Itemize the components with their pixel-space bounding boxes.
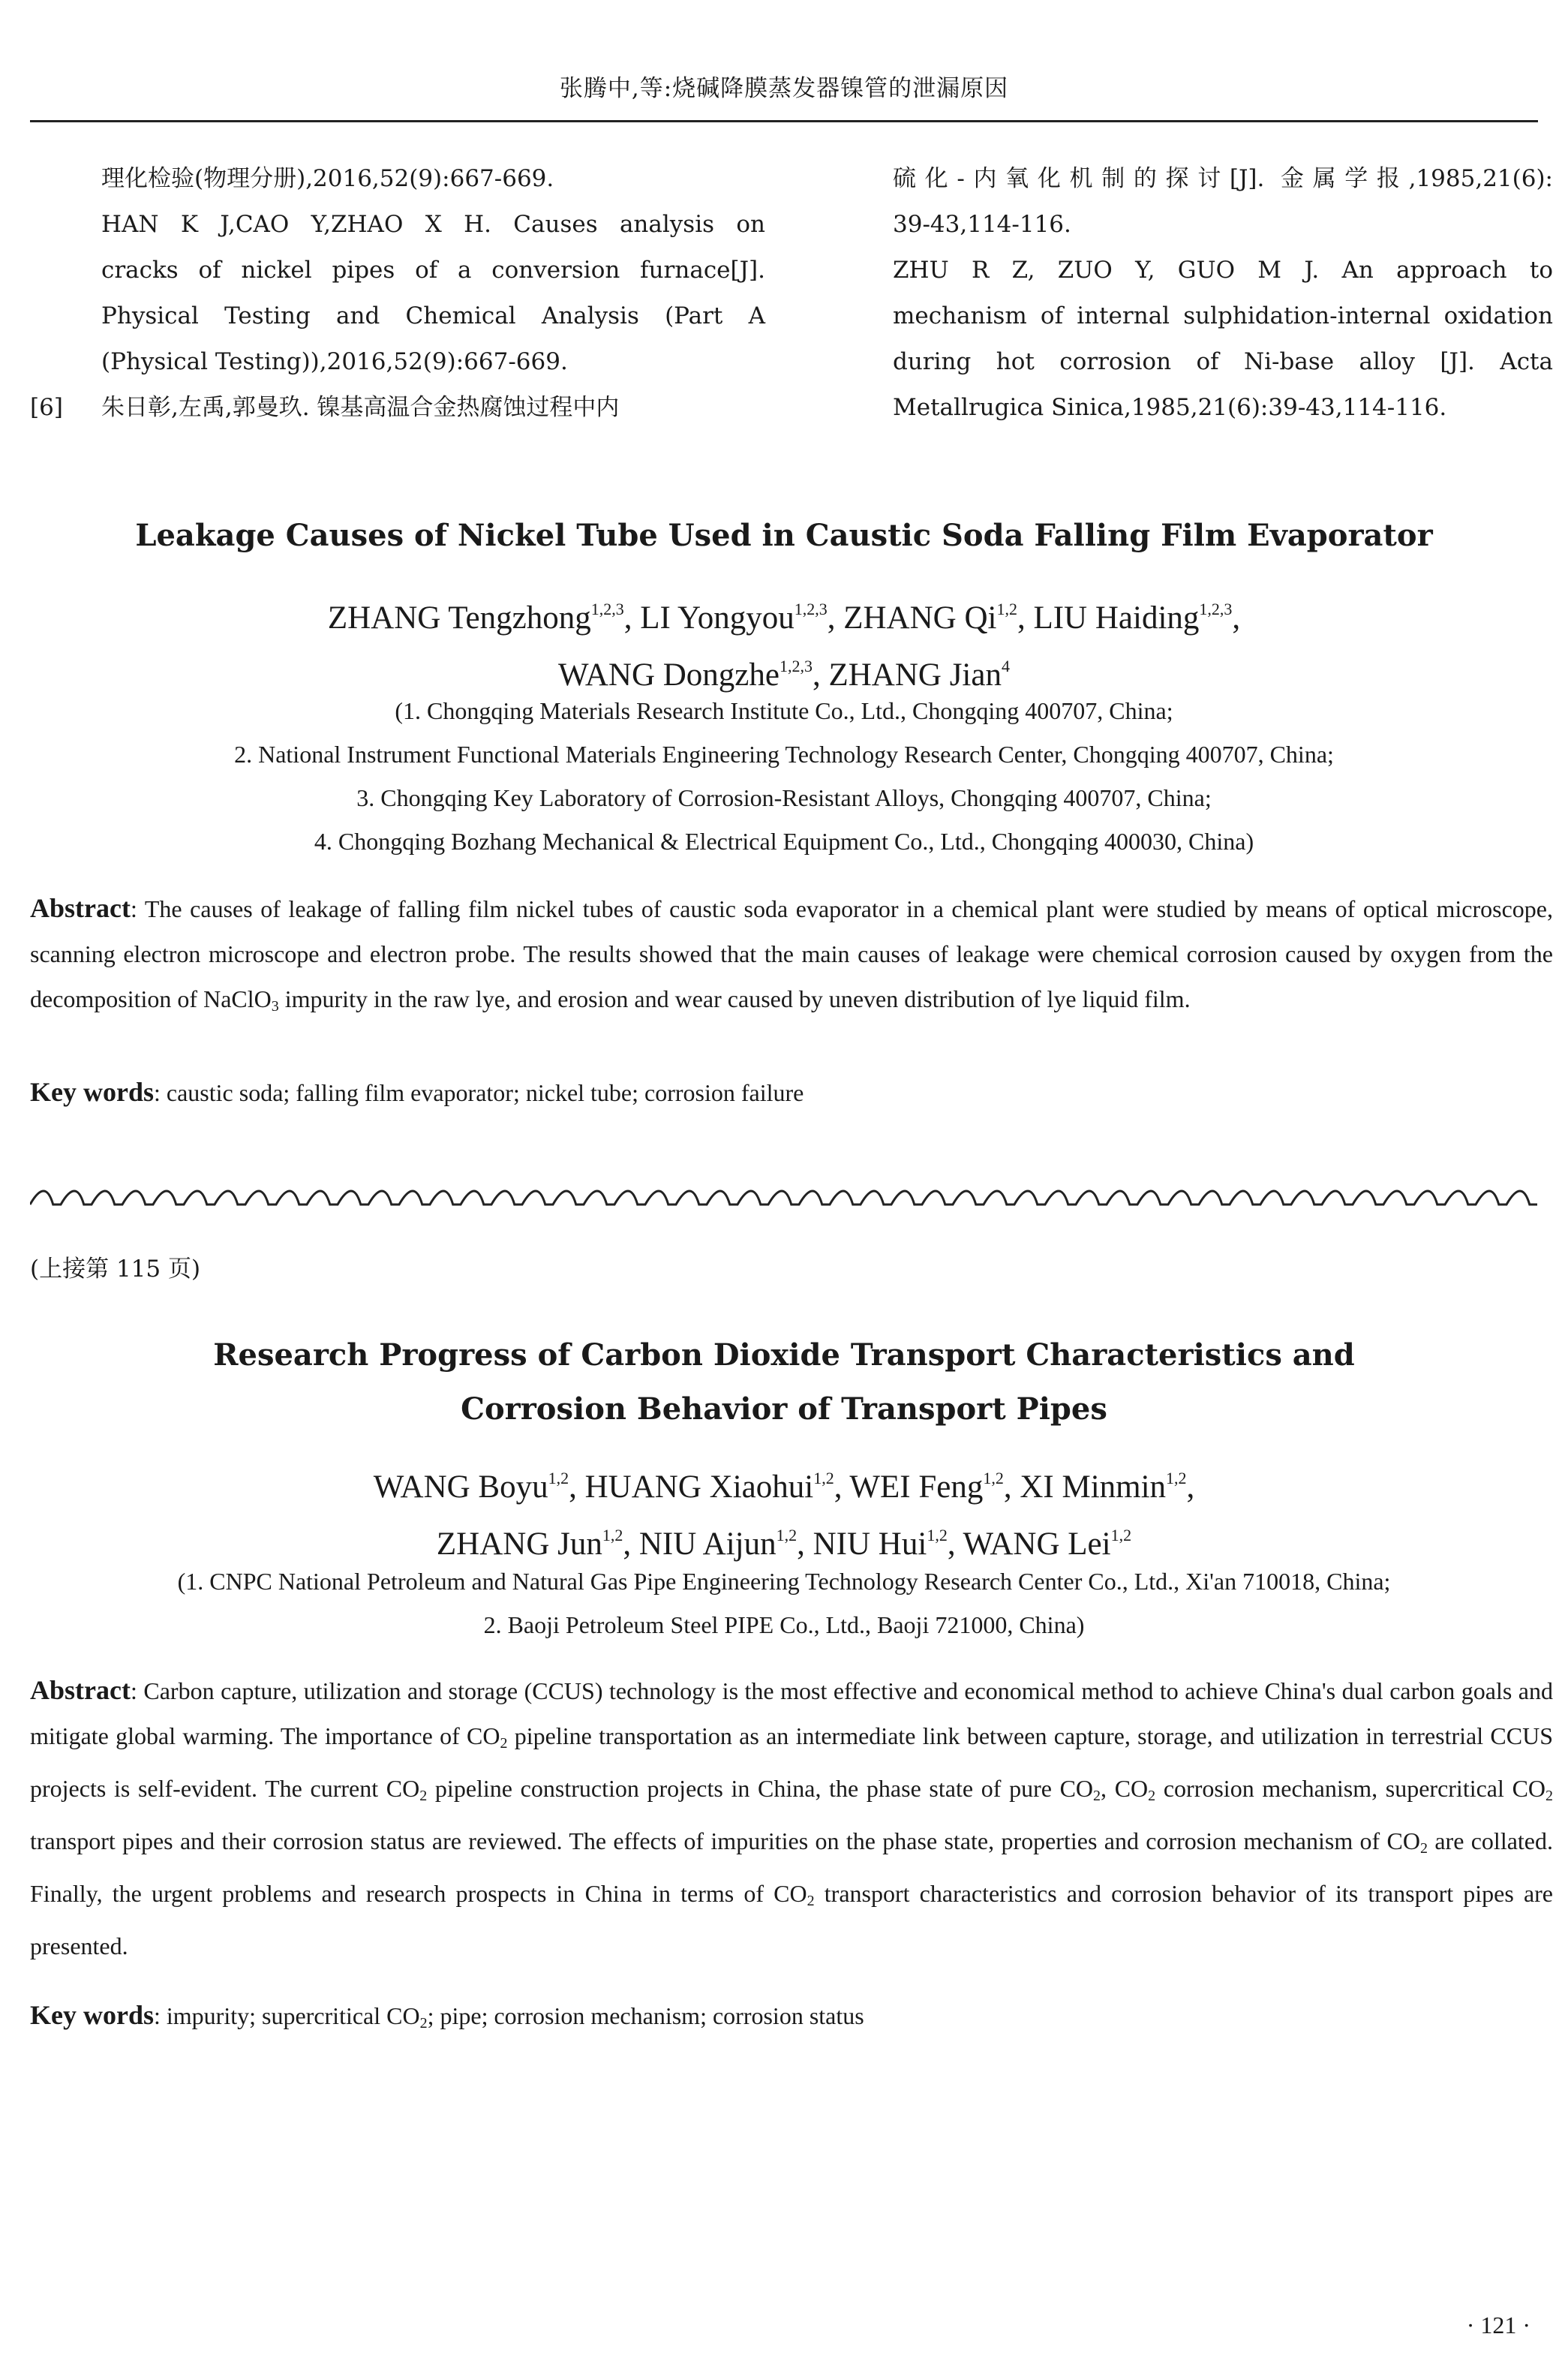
reference-line: mechanism of internal sulphidation-internal oxidation xyxy=(893,302,1553,329)
continued-from-note: (上接第 115 页) xyxy=(30,1256,201,1283)
reference-line: 39-43,114-116. xyxy=(893,211,1071,238)
author-affiliation-marker: 1,2 xyxy=(996,600,1017,618)
keywords-text: ; pipe; corrosion mechanism; corrosion status xyxy=(427,2002,864,2029)
abstract-text-segment: pipeline transportation as an intermediate link between capture, storage, and utilization in terrestrial CCUS projects is self-evident. The current CO xyxy=(30,1722,1554,1802)
reference-line: Physical Testing and Chemical Analysis (Part A xyxy=(101,302,765,329)
reference-number: [6] xyxy=(30,394,63,421)
keywords-text: : impurity; supercritical CO xyxy=(154,2002,420,2029)
author-affiliation-marker: 1,2 xyxy=(776,1526,798,1544)
author-name: XI Minmin xyxy=(1020,1469,1167,1505)
author-name: HUANG Xiaohui xyxy=(584,1469,814,1505)
abstract-text-segment: transport characteristics and corrosion behavior of its transport pipes are presented. xyxy=(30,1880,1554,1959)
subscript: 2 xyxy=(1148,1788,1156,1804)
reference-line: 理化检验(物理分册),2016,52(9):667-669. xyxy=(101,165,554,192)
reference-line: HAN K J,CAO Y,ZHAO X H. Causes analysis on xyxy=(101,211,765,238)
abstract-text-segment: are collated. Finally, the urgent problems and research prospects in China in terms of CO xyxy=(30,1827,1554,1907)
author-name: WANG Lei xyxy=(963,1526,1111,1562)
abstract-text-segment: corrosion mechanism, supercritical CO xyxy=(1155,1775,1546,1802)
article2-authors-line1 xyxy=(30,1454,1538,1511)
article2-keywords xyxy=(30,1993,1553,2046)
reference-line: (Physical Testing)),2016,52(9):667-669. xyxy=(101,348,568,375)
keywords-text: : caustic soda; falling film evaporator; nickel tube; corrosion failure xyxy=(154,1079,804,1106)
reference-line: during hot corrosion of Ni-base alloy [J]. Acta xyxy=(893,348,1553,375)
author-separator: , xyxy=(812,657,829,693)
reference-6 xyxy=(30,385,765,431)
author-affiliation-marker: 1,2,3 xyxy=(794,600,828,618)
keywords-label: Key words xyxy=(30,1077,154,1107)
running-header: 张腾中,等:烧碱降膜蒸发器镍管的泄漏原因 xyxy=(559,75,1009,102)
author-affiliation-marker: 1,2 xyxy=(548,1469,569,1487)
affiliation-line: 3. Chongqing Key Laboratory of Corrosion-Resistant Alloys, Chongqing 400707, China; xyxy=(356,784,1212,811)
author-affiliation-marker: 1,2,3 xyxy=(1199,600,1233,618)
author-separator: , xyxy=(827,600,844,636)
reference-line: cracks of nickel pipes of a conversion furnace[J]. xyxy=(101,257,765,284)
author-separator: , xyxy=(1232,600,1241,636)
abstract-text-segment: : Carbon capture, utilization and storage (CCUS) technology is the most effective and economical method to achieve China's dual carbon goals and mitigate global warming. The importance of CO xyxy=(30,1677,1553,1749)
abstract-text: : The causes of leakage of falling film nickel tubes of caustic soda evaporator in a chemical plant were studied by means of optical microscope, scanning electron microscope and electron probe. The results showed that the main causes of leakage were chemical corrosion caused by oxygen from the decomposition of NaClO xyxy=(30,895,1553,1012)
author-affiliation-marker: 1,2 xyxy=(927,1526,948,1544)
reference-line: 硫化-内氧化机制的探讨[J]. 金属学报,1985,21(6): xyxy=(893,165,1553,192)
subscript: 2 xyxy=(1093,1788,1101,1804)
reference-line: 朱日彰,左禹,郭曼玖. 镍基高温合金热腐蚀过程中内 xyxy=(101,394,620,421)
article2-abstract xyxy=(30,1668,1553,1968)
author-separator: , xyxy=(797,1526,813,1562)
article2-title-line: Corrosion Behavior of Transport Pipes xyxy=(461,1391,1107,1427)
article2-authors xyxy=(30,1454,1538,1568)
affiliation-line: 4. Chongqing Bozhang Mechanical & Electrical Equipment Co., Ltd., Chongqing 400030, China) xyxy=(314,828,1254,855)
author-name: WANG Dongzhe xyxy=(558,657,779,693)
reference-line: ZHU R Z, ZUO Y, GUO M J. An approach to xyxy=(893,257,1553,284)
article1-authors xyxy=(30,585,1538,699)
article1-keywords xyxy=(30,1069,1553,1115)
author-separator: , xyxy=(834,1469,850,1505)
author-affiliation-marker: 1,2 xyxy=(1166,1469,1187,1487)
author-name: WEI Feng xyxy=(849,1469,984,1505)
abstract-text-segment: , CO xyxy=(1101,1775,1149,1802)
page-number: · 121 · xyxy=(1466,2311,1530,2338)
affiliation-line: (1. Chongqing Materials Research Institute Co., Ltd., Chongqing 400707, China; xyxy=(395,697,1173,724)
abstract-text-segment: transport pipes and their corrosion status are reviewed. The effects of impurities on the phase state, properties and corrosion mechanism of CO xyxy=(30,1827,1420,1854)
abstract-text-segment: pipeline construction projects in China, the phase state of pure CO xyxy=(427,1775,1094,1802)
references-right-column xyxy=(893,156,1553,431)
subscript: 2 xyxy=(1545,1788,1554,1804)
references-left-column xyxy=(30,156,765,431)
article1-affiliations xyxy=(30,689,1538,863)
article2-affiliations xyxy=(30,1559,1538,1647)
author-affiliation-marker: 1,2 xyxy=(813,1469,834,1487)
affiliation-line: 2. National Instrument Functional Materials Engineering Technology Research Center, Chongqing 400707, China; xyxy=(234,741,1334,768)
abstract-text: impurity in the raw lye, and erosion and wear caused by uneven distribution of lye liquid film. xyxy=(278,985,1191,1012)
author-name: ZHANG Tengzhong xyxy=(327,600,591,636)
affiliation-line: (1. CNPC National Petroleum and Natural Gas Pipe Engineering Technology Research Center Co., Ltd., Xi'an 710018, China; xyxy=(177,1568,1391,1595)
subscript: 2 xyxy=(419,1788,428,1804)
wavy-separator xyxy=(30,1182,1538,1212)
author-affiliation-marker: 1,2 xyxy=(602,1526,623,1544)
author-separator: , xyxy=(1003,1469,1020,1505)
author-separator: , xyxy=(569,1469,585,1505)
abstract-label: Abstract xyxy=(30,893,131,923)
subscript: 2 xyxy=(500,1735,508,1752)
author-name: LI Yongyou xyxy=(640,600,795,636)
author-affiliation-marker: 1,2 xyxy=(1110,1526,1132,1544)
keywords-label: Key words xyxy=(30,2000,154,2030)
article2-title-line: Research Progress of Carbon Dioxide Transport Characteristics and xyxy=(213,1337,1355,1373)
subscript: 3 xyxy=(271,998,279,1015)
subscript: 2 xyxy=(807,1893,815,1909)
author-affiliation-marker: 1,2,3 xyxy=(779,657,813,675)
article1-title: Leakage Causes of Nickel Tube Used in Caustic Soda Falling Film Evaporator xyxy=(135,518,1433,553)
author-separator: , xyxy=(623,1526,639,1562)
abstract-text xyxy=(30,1677,1553,1959)
article1-authors-line1 xyxy=(30,585,1538,642)
author-affiliation-marker: 1,2,3 xyxy=(590,600,624,618)
author-separator: , xyxy=(623,600,641,636)
author-name: NIU Aijun xyxy=(638,1526,776,1562)
author-affiliation-marker: 4 xyxy=(1001,657,1010,675)
author-separator: , xyxy=(947,1526,963,1562)
abstract-label: Abstract xyxy=(30,1675,131,1705)
author-affiliation-marker: 1,2 xyxy=(983,1469,1004,1487)
article2-title xyxy=(30,1328,1538,1436)
subscript: 2 xyxy=(1420,1840,1428,1857)
article1-abstract xyxy=(30,886,1553,1029)
author-name: LIU Haiding xyxy=(1033,600,1200,636)
author-name: ZHANG Jun xyxy=(436,1526,602,1562)
author-name: WANG Boyu xyxy=(373,1469,548,1505)
author-name: NIU Hui xyxy=(813,1526,927,1562)
author-separator: , xyxy=(1017,600,1034,636)
subscript: 2 xyxy=(419,2015,428,2032)
author-name: ZHANG Jian xyxy=(828,657,1002,693)
reference-line: Metallrugica Sinica,1985,21(6):39-43,114-116. xyxy=(893,394,1447,421)
author-name: ZHANG Qi xyxy=(843,600,997,636)
affiliation-line: 2. Baoji Petroleum Steel PIPE Co., Ltd., Baoji 721000, China) xyxy=(483,1611,1085,1638)
author-separator: , xyxy=(1186,1469,1195,1505)
header-rule xyxy=(30,120,1538,122)
